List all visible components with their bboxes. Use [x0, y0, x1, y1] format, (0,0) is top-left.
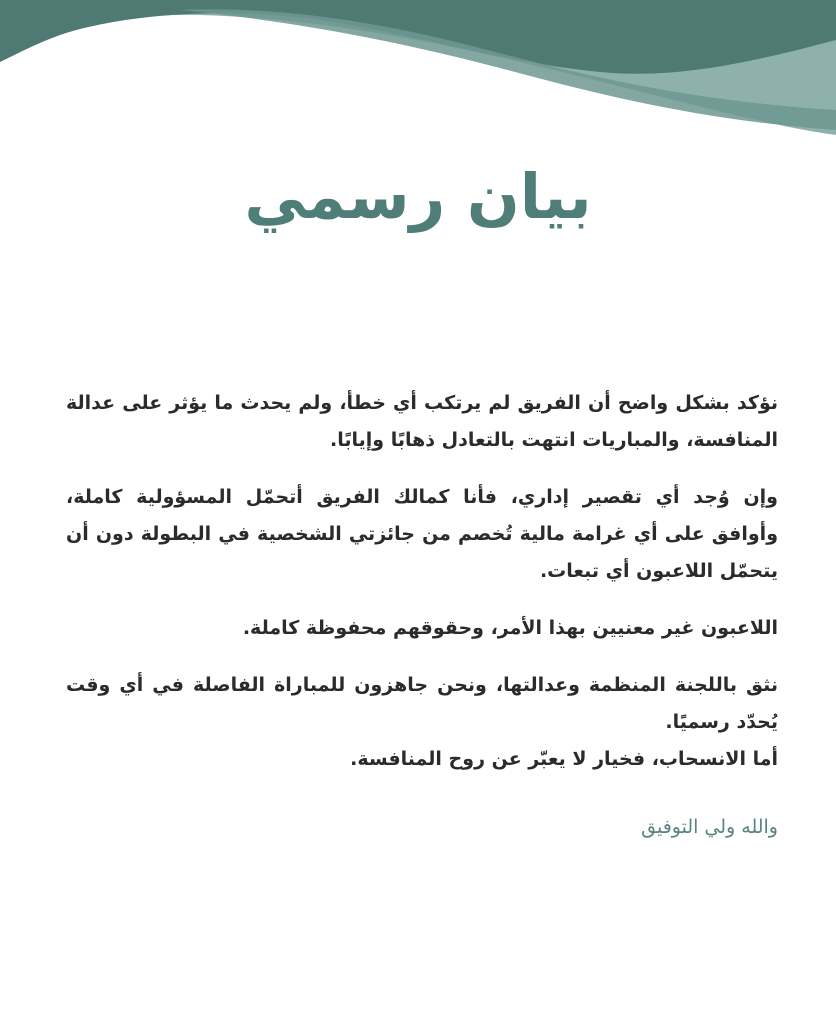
closing-phrase: والله ولي التوفيق: [641, 816, 778, 838]
statement-paragraph-2: وإن وُجد أي تقصير إداري، فأنا كمالك الفريق أتحمّل المسؤولية كاملة، وأوافق على أي غرامة مالية تُخصم من جائزتي الشخصية في البطولة دون أن يتحمّل اللاعبون أي تبعات.: [66, 486, 778, 582]
statement-paragraph-3: اللاعبون غير معنيين بهذا الأمر، وحقوقهم محفوظة كاملة.: [242, 617, 778, 639]
statement-body: [66, 385, 778, 778]
page-title: بيان رسمي: [244, 160, 592, 233]
header-wave-decoration: [0, 0, 836, 150]
statement-paragraph-5: أما الانسحاب، فخيار لا يعبّر عن روح المنافسة.: [350, 748, 778, 770]
statement-paragraph-4: نثق باللجنة المنظمة وعدالتها، ونحن جاهزون للمباراة الفاصلة في أي وقت يُحدّد رسميًا.: [66, 674, 778, 733]
statement-paragraph-1: نؤكد بشكل واضح أن الفريق لم يرتكب أي خطأ، ولم يحدث ما يؤثر على عدالة المنافسة، والمباريات انتهت بالتعادل ذهابًا وإيابًا.: [66, 392, 778, 451]
